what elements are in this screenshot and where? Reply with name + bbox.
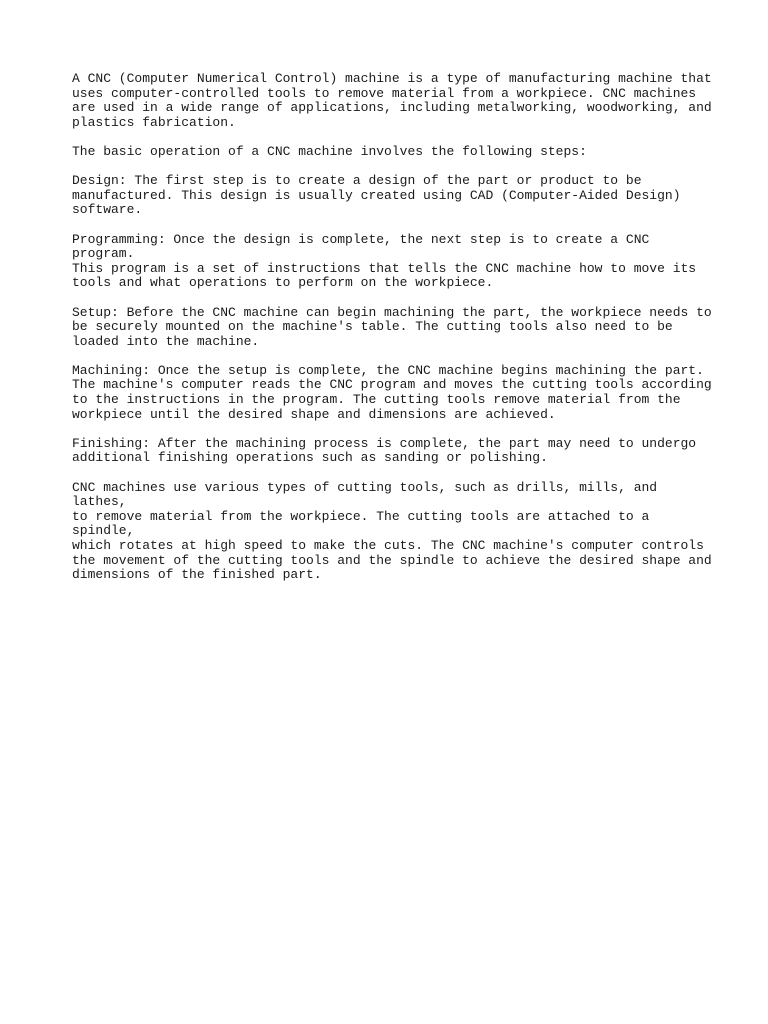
document-body: [72, 72, 712, 597]
paragraph-design: Design: The first step is to create a design of the part or product to be manufactured. This design is usually created using CAD (Computer-Aided Design) software.: [72, 173, 681, 218]
paragraph-steps-intro: The basic operation of a CNC machine involves the following steps:: [72, 143, 587, 159]
paragraph-machining: Machining: Once the setup is complete, the CNC machine begins machining the part. The machine's computer reads the CNC program and moves the cutting tools according to the instructions in the program. The cutting tools remove material from the workpiece until the desired shape and dimensions are achieved.: [72, 362, 712, 422]
paragraph-setup: Setup: Before the CNC machine can begin machining the part, the workpiece needs to be securely mounted on the machine's table. The cutting tools also need to be loaded into the machine.: [72, 304, 712, 349]
paragraph-intro: A CNC (Computer Numerical Control) machine is a type of manufacturing machine that uses computer-controlled tools to remove material from a workpiece. CNC machines are used in a wide range of applications, including metalworking, woodworking, and plastics fabrication.: [72, 71, 712, 130]
paragraph-finishing: Finishing: After the machining process is complete, the part may need to undergo additional finishing operations such as sanding or polishing.: [72, 435, 697, 466]
paragraph-cutting-tools: CNC machines use various types of cutting tools, such as drills, mills, and lathes, to remove material from the workpiece. The cutting tools are attached to a spindle, which rotates at high speed to make the cuts. The CNC machine's computer controls the movement of the cutting tools and the spindle to achieve the desired shape and dimensions of the finished part.: [72, 479, 712, 583]
paragraph-programming: Programming: Once the design is complete, the next step is to create a CNC program. This program is a set of instructions that tells the CNC machine how to move its tools and what operations to perform on the workpiece.: [72, 231, 697, 291]
